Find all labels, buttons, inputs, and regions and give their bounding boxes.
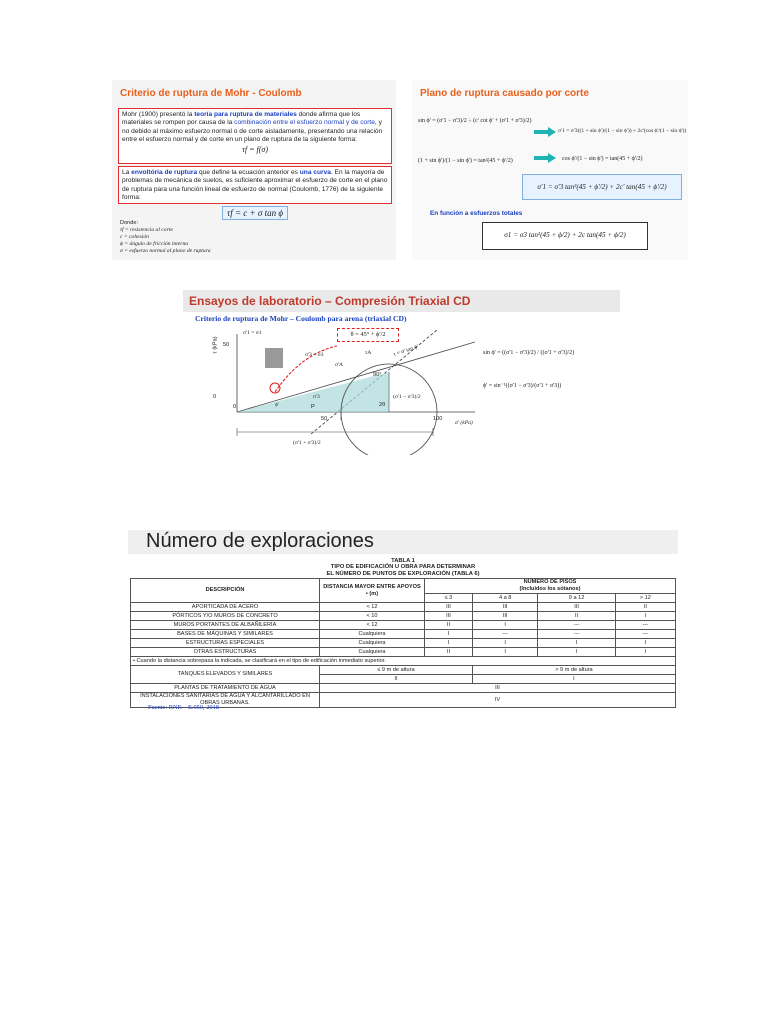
row-desc: APORTICADA DE ACERO bbox=[131, 603, 320, 612]
two-theta-label: 2θ bbox=[379, 402, 386, 408]
arrow-shaft-1 bbox=[534, 130, 548, 134]
def-sigma: σ = esfuerzo normal al plano de ruptura bbox=[120, 248, 211, 254]
plant-desc: PLANTAS DE TRATAMIENTO DE AGUA bbox=[131, 684, 320, 693]
definitions bbox=[120, 220, 320, 255]
row-cell: III bbox=[538, 603, 615, 612]
donde-label: Donde: bbox=[120, 220, 139, 226]
center-label: (σ'1 + σ'3)/2 bbox=[293, 440, 321, 446]
slide3-title: Ensayos de laboratorio – Compresión Triaxial CD bbox=[189, 294, 471, 308]
table-title-2: TIPO DE EDIFICACIÓN U OBRA PARA DETERMINAR bbox=[330, 564, 476, 571]
slide2-title: Plano de ruptura causado por corte bbox=[420, 88, 589, 99]
total-stress-formula-box: σ1 = σ3 tan²(45 + ϕ/2) + 2c tan(45 + ϕ/2) bbox=[482, 222, 648, 250]
sigma1-label: σ'1 = σ1 bbox=[243, 330, 262, 336]
row-dist: Cualquiera bbox=[320, 630, 425, 639]
row-cell: I bbox=[538, 639, 615, 648]
envelope-label: τ = σ' tan ϕ' bbox=[392, 344, 420, 358]
coulomb-equation-box: τf = c + σ tan ϕ bbox=[222, 206, 288, 220]
row-cell: II bbox=[615, 603, 675, 612]
row-cell: I bbox=[425, 639, 473, 648]
eq-tan2: (1 + sin ϕ')/(1 − sin ϕ') = tan²(45 + ϕ'/2) bbox=[418, 158, 513, 164]
para1-d: combinación entre el esfuerzo normal y de corte bbox=[234, 119, 375, 127]
x-tick-0: 0 bbox=[213, 394, 217, 400]
phi-label: ϕ' bbox=[275, 402, 279, 408]
arrow-shaft-2 bbox=[534, 156, 548, 160]
origin-label: 0 bbox=[233, 404, 237, 410]
tank-desc: TANQUES ELEVADOS Y SIMILARES bbox=[131, 666, 320, 684]
eq-sin-phi-triaxial: sin ϕ' = ((σ'1 − σ'3)/2) / ((σ'1 + σ'3)/2) bbox=[483, 350, 575, 356]
slide3-subtitle: Criterio de ruptura de Mohr – Coulomb para arena (triaxial CD) bbox=[195, 314, 407, 323]
table-note: • Cuando la distancia sobrepasa la indicada, se clasificará en el tipo de edificación inmediato superior. bbox=[131, 657, 676, 666]
para2-b: envoltória de ruptura bbox=[131, 169, 198, 176]
row-desc: BASES DE MÁQUINAS Y SIMILARES bbox=[131, 630, 320, 639]
total-stress-subtitle: En función a esfuerzos totales bbox=[430, 210, 523, 217]
sigma3-axis-label: σ'3 bbox=[313, 394, 320, 400]
table-row bbox=[131, 648, 676, 657]
row-cell: II bbox=[425, 648, 473, 657]
row-cell: II bbox=[538, 612, 615, 621]
sigma-a-label: σ'A bbox=[335, 362, 344, 368]
row-cell: I bbox=[615, 612, 675, 621]
floors-col-4: > 12 bbox=[615, 594, 675, 603]
tau-a-label: τA bbox=[365, 350, 372, 356]
header-distance: DISTANCIA MAYOR ENTRE APOYOS • (m) bbox=[320, 579, 425, 603]
table-row bbox=[131, 603, 676, 612]
radius-label: (σ'1 − σ'3)/2 bbox=[393, 394, 421, 400]
y-tick-50: 50 bbox=[223, 342, 230, 348]
row-cell: --- bbox=[538, 630, 615, 639]
row-cell: III bbox=[472, 603, 538, 612]
row-cell: --- bbox=[472, 630, 538, 639]
para2-e: . En la mayoría de problemas de mecánica de suelos, es suficiente aproximar el esfuerzo de corte en el plano de ruptura para una función lineal de esfuerzo de normal (Coulomb, 1776) de la siguiente forma: bbox=[122, 169, 388, 202]
eq-sigma1-effective: σ'1 = σ'3((1 + sin ϕ')/(1 − sin ϕ')) + 2c'(cos ϕ'/(1 − sin ϕ')) bbox=[558, 128, 687, 134]
y-axis-label: τ (kPa) bbox=[212, 336, 219, 354]
table-caption bbox=[128, 558, 678, 577]
eq-phi-triaxial: ϕ' = sin⁻¹((σ'1 − σ'3)/(σ'1 + σ'3)) bbox=[483, 383, 562, 389]
row-desc: MUROS PORTANTES DE ALBAÑILERÍA bbox=[131, 621, 320, 630]
theta-box: θ = 45° + ϕ'/2 bbox=[337, 328, 399, 342]
row-dist: < 12 bbox=[320, 621, 425, 630]
table-row bbox=[131, 621, 676, 630]
header-description: DESCRIPCIÓN bbox=[131, 579, 320, 603]
row-desc: PÓRTICOS Y/O MUROS DE CONCRETO bbox=[131, 612, 320, 621]
row-cell: III bbox=[425, 603, 473, 612]
soil-element bbox=[265, 348, 283, 368]
header-floors-sub: (Incluidos los sótanos) bbox=[519, 586, 581, 592]
eq-tan: cos ϕ'/(1 − sin ϕ') = tan(45 + ϕ'/2) bbox=[562, 156, 643, 162]
exploration-table bbox=[130, 578, 676, 708]
row-cell: III bbox=[472, 612, 538, 621]
table-source: Fuente: RNE – E.050, 2018 bbox=[148, 704, 220, 711]
table-row bbox=[131, 612, 676, 621]
row-cell: --- bbox=[615, 621, 675, 630]
plant-cell: III bbox=[320, 684, 676, 693]
para2-a: La bbox=[122, 169, 132, 176]
arrow-right-icon bbox=[548, 153, 556, 163]
def-phi: ϕ = ángulo de fricción interna bbox=[120, 241, 189, 247]
row-cell: II bbox=[425, 621, 473, 630]
para2-d: una curva bbox=[299, 169, 331, 176]
floors-col-3: 9 a 12 bbox=[538, 594, 615, 603]
tank-cell-1: II bbox=[320, 675, 473, 684]
slide1-title: Criterio de ruptura de Mohr - Coulomb bbox=[120, 88, 302, 99]
x-axis-label: σ' (kPa) bbox=[455, 420, 473, 426]
point-p-label: P bbox=[311, 404, 315, 410]
tank-header-2: > 9 m de altura bbox=[472, 666, 675, 675]
row-cell: III bbox=[425, 612, 473, 621]
def-c: c = cohesión bbox=[120, 234, 149, 240]
row-dist: Cualquiera bbox=[320, 639, 425, 648]
envelope-box bbox=[118, 166, 392, 204]
table-row bbox=[131, 639, 676, 648]
row-cell: I bbox=[615, 639, 675, 648]
row-cell: I bbox=[472, 639, 538, 648]
row-cell: I bbox=[615, 648, 675, 657]
header-floors bbox=[425, 579, 676, 594]
row-desc: ESTRUCTURAS ESPECIALES bbox=[131, 639, 320, 648]
slide-exploraciones bbox=[128, 530, 678, 720]
arrow-right-icon bbox=[548, 127, 556, 137]
sanitary-cell: IV bbox=[320, 693, 676, 708]
sigma3-label: σ'3 = σ3 bbox=[305, 352, 324, 358]
row-cell: I bbox=[538, 648, 615, 657]
angle-90-label: 90° bbox=[373, 372, 382, 378]
slide-plano-ruptura bbox=[412, 80, 688, 260]
table-title-1: TABLA 1 bbox=[391, 558, 415, 564]
row-cell: I bbox=[425, 630, 473, 639]
para1-b: teoría para ruptura de materiales bbox=[194, 111, 297, 118]
eq-sin-phi: sin ϕ' = (σ'1 − σ'3)/2 ÷ (c' cot ϕ' + (σ'1 + σ'3)/2) bbox=[418, 118, 532, 124]
x-tick-100: 100 bbox=[433, 416, 443, 422]
sanitary-desc: INSTALACIONES SANITARIAS DE AGUA Y ALCANTARILLADO EN OBRAS URBANAS. bbox=[131, 693, 320, 708]
slide-mohr-coulomb bbox=[112, 80, 396, 260]
effective-stress-formula-box: σ'1 = σ'3 tan²(45 + ϕ'/2) + 2c' tan(45 + ϕ'/2) bbox=[522, 174, 682, 200]
slide4-title: Número de exploraciones bbox=[146, 530, 374, 552]
tank-header-1: ≤ 9 m de altura bbox=[320, 666, 473, 675]
para1-e: , y no debido al máximo esfuerzo normal o de corte aisladamente, presentando una relación entre el esfuerzo normal y de corte en un plano de ruptura de la siguiente forma: bbox=[122, 119, 383, 144]
table-title-3: EL NÚMERO DE PUNTOS DE EXPLORACIÓN (TABLA 6) bbox=[326, 570, 480, 577]
header-floors-label: NÚMERO DE PISOS bbox=[523, 579, 577, 585]
row-cell: I bbox=[472, 648, 538, 657]
para1-c: donde afirma que los materiales se rompen por causa de la bbox=[122, 111, 361, 127]
row-cell: --- bbox=[538, 621, 615, 630]
row-dist: Cualquiera bbox=[320, 648, 425, 657]
tank-cell-2: I bbox=[472, 675, 675, 684]
def-tau: τf = resistencia al corte bbox=[120, 227, 173, 233]
floors-col-2: 4 a 8 bbox=[472, 594, 538, 603]
row-dist: < 12 bbox=[320, 603, 425, 612]
mohr-theory-box bbox=[118, 108, 392, 164]
para1-a: Mohr (1900) presentó la bbox=[122, 111, 195, 118]
x-tick-50: 50 bbox=[321, 416, 328, 422]
row-cell: I bbox=[472, 621, 538, 630]
floors-col-1: ≤ 3 bbox=[425, 594, 473, 603]
row-cell: --- bbox=[615, 630, 675, 639]
row-dist: < 10 bbox=[320, 612, 425, 621]
eq-tau-f-sigma: τf = f(σ) bbox=[242, 144, 268, 154]
table-row bbox=[131, 630, 676, 639]
slide-triaxial-cd bbox=[183, 290, 620, 455]
row-desc: OTRAS ESTRUCTURAS bbox=[131, 648, 320, 657]
para2-c: que define la ecuación anterior es bbox=[197, 169, 300, 176]
